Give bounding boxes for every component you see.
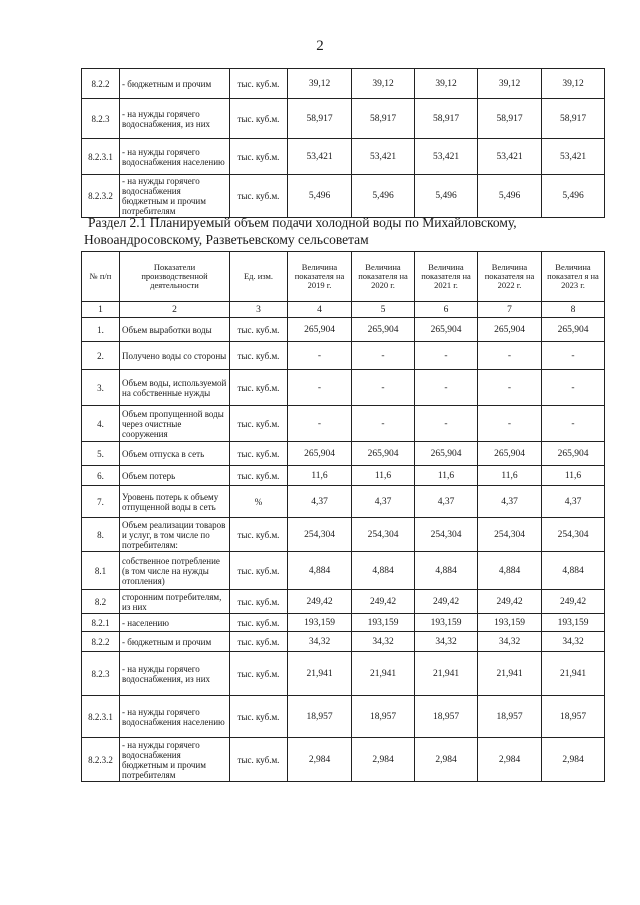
value-cell: - — [288, 406, 352, 442]
value-cell: 58,917 — [288, 99, 352, 139]
column-number: 6 — [415, 302, 478, 318]
indicator-name: - бюджетным и прочим — [120, 69, 230, 99]
value-cell: 34,32 — [478, 632, 542, 652]
row-number: 8.2.3.2 — [82, 738, 120, 782]
value-cell: 21,941 — [415, 652, 478, 696]
unit-cell: тыс. куб.м. — [230, 696, 288, 738]
value-cell: 34,32 — [288, 632, 352, 652]
table-row — [82, 696, 605, 738]
value-cell: 58,917 — [352, 99, 415, 139]
row-number: 8.2.3 — [82, 652, 120, 696]
value-cell: 254,304 — [415, 518, 478, 552]
row-number: 2. — [82, 342, 120, 370]
row-number: 8.2.3 — [82, 99, 120, 139]
table-row — [82, 370, 605, 406]
value-cell: - — [415, 406, 478, 442]
table-row — [82, 175, 605, 218]
value-cell: 265,904 — [288, 318, 352, 342]
value-cell: 249,42 — [542, 590, 605, 614]
value-cell: 265,904 — [352, 318, 415, 342]
unit-cell: тыс. куб.м. — [230, 175, 288, 218]
column-number: 5 — [352, 302, 415, 318]
value-cell: 265,904 — [352, 442, 415, 466]
table-row — [82, 99, 605, 139]
value-cell: 265,904 — [288, 442, 352, 466]
value-cell: 11,6 — [288, 466, 352, 486]
value-cell: - — [415, 342, 478, 370]
row-number: 4. — [82, 406, 120, 442]
indicator-name: - на нужды горячего водоснабжения населению — [120, 139, 230, 175]
column-number: 3 — [230, 302, 288, 318]
value-cell: 254,304 — [542, 518, 605, 552]
value-cell: - — [478, 342, 542, 370]
value-cell: 18,957 — [415, 696, 478, 738]
value-cell: 58,917 — [542, 99, 605, 139]
value-cell: 34,32 — [352, 632, 415, 652]
column-number: 2 — [120, 302, 230, 318]
indicator-name: Объем потерь — [120, 466, 230, 486]
unit-cell: тыс. куб.м. — [230, 466, 288, 486]
unit-cell: % — [230, 486, 288, 518]
table-row — [82, 442, 605, 466]
table-row — [82, 590, 605, 614]
value-cell: - — [542, 406, 605, 442]
value-cell: 53,421 — [288, 139, 352, 175]
value-cell: - — [542, 342, 605, 370]
value-cell: 18,957 — [478, 696, 542, 738]
indicator-name: - на нужды горячего водоснабжения, из них — [120, 99, 230, 139]
unit-cell: тыс. куб.м. — [230, 406, 288, 442]
value-cell: 193,159 — [542, 614, 605, 632]
row-number: 8.2.2 — [82, 69, 120, 99]
value-cell: 11,6 — [352, 466, 415, 486]
row-number: 6. — [82, 466, 120, 486]
unit-cell: тыс. куб.м. — [230, 139, 288, 175]
water-supply-table — [81, 251, 605, 782]
table-row — [82, 69, 605, 99]
row-number: 8. — [82, 518, 120, 552]
column-number: 7 — [478, 302, 542, 318]
value-cell: 11,6 — [542, 466, 605, 486]
value-cell: 4,884 — [288, 552, 352, 590]
value-cell: 4,884 — [415, 552, 478, 590]
unit-cell: тыс. куб.м. — [230, 99, 288, 139]
header-cell: Величина показател я на 2023 г. — [542, 252, 605, 302]
table-row — [82, 318, 605, 342]
indicator-name: Уровень потерь к объему отпущенной воды в сеть — [120, 486, 230, 518]
value-cell: 4,37 — [415, 486, 478, 518]
unit-cell: тыс. куб.м. — [230, 552, 288, 590]
unit-cell: тыс. куб.м. — [230, 370, 288, 406]
row-number: 1. — [82, 318, 120, 342]
value-cell: 53,421 — [542, 139, 605, 175]
unit-cell: тыс. куб.м. — [230, 69, 288, 99]
value-cell: 5,496 — [415, 175, 478, 218]
value-cell: 265,904 — [542, 442, 605, 466]
value-cell: - — [352, 342, 415, 370]
header-row — [82, 252, 605, 302]
indicator-name: - на нужды горячего водоснабжения, из них — [120, 652, 230, 696]
column-number: 1 — [82, 302, 120, 318]
indicator-name: - на нужды горячего водоснабжения бюджетным и прочим потребителям — [120, 738, 230, 782]
row-number: 8.2.2 — [82, 632, 120, 652]
indicator-name: сторонним потребителям, из них — [120, 590, 230, 614]
value-cell: 18,957 — [352, 696, 415, 738]
unit-cell: тыс. куб.м. — [230, 518, 288, 552]
value-cell: 4,37 — [352, 486, 415, 518]
unit-cell: тыс. куб.м. — [230, 632, 288, 652]
value-cell: - — [352, 370, 415, 406]
table-row — [82, 518, 605, 552]
table-row — [82, 738, 605, 782]
indicator-name: - населению — [120, 614, 230, 632]
unit-cell: тыс. куб.м. — [230, 652, 288, 696]
value-cell: - — [288, 342, 352, 370]
value-cell: - — [478, 406, 542, 442]
value-cell: 249,42 — [352, 590, 415, 614]
unit-cell: тыс. куб.м. — [230, 738, 288, 782]
value-cell: 4,884 — [352, 552, 415, 590]
value-cell: 254,304 — [352, 518, 415, 552]
unit-cell: тыс. куб.м. — [230, 442, 288, 466]
value-cell: - — [288, 370, 352, 406]
value-cell: - — [415, 370, 478, 406]
indicator-name: - на нужды горячего водоснабжения бюджетным и прочим потребителям — [120, 175, 230, 218]
value-cell: 18,957 — [288, 696, 352, 738]
value-cell: - — [478, 370, 542, 406]
value-cell: 2,984 — [542, 738, 605, 782]
value-cell: 4,37 — [542, 486, 605, 518]
table-row — [82, 486, 605, 518]
value-cell: 21,941 — [352, 652, 415, 696]
value-cell: 4,884 — [478, 552, 542, 590]
value-cell: - — [542, 370, 605, 406]
value-cell: 2,984 — [415, 738, 478, 782]
value-cell: 193,159 — [352, 614, 415, 632]
value-cell: 39,12 — [352, 69, 415, 99]
unit-cell: тыс. куб.м. — [230, 614, 288, 632]
indicator-name: Объем отпуска в сеть — [120, 442, 230, 466]
value-cell: 265,904 — [415, 442, 478, 466]
row-number: 8.2.3.1 — [82, 696, 120, 738]
indicator-name: Объем пропущенной воды через очистные сооружения — [120, 406, 230, 442]
table-row — [82, 139, 605, 175]
table-row — [82, 614, 605, 632]
value-cell: 58,917 — [415, 99, 478, 139]
section-title — [84, 214, 608, 248]
value-cell: 39,12 — [415, 69, 478, 99]
indicator-name: Объем выработки воды — [120, 318, 230, 342]
value-cell: 5,496 — [352, 175, 415, 218]
value-cell: 53,421 — [478, 139, 542, 175]
row-number: 8.2.3.2 — [82, 175, 120, 218]
unit-cell: тыс. куб.м. — [230, 590, 288, 614]
value-cell: 34,32 — [542, 632, 605, 652]
value-cell: 249,42 — [415, 590, 478, 614]
value-cell: 18,957 — [542, 696, 605, 738]
header-cell: Показатели производственной деятельности — [120, 252, 230, 302]
value-cell: 39,12 — [288, 69, 352, 99]
value-cell: 5,496 — [288, 175, 352, 218]
row-number: 5. — [82, 442, 120, 466]
value-cell: 34,32 — [415, 632, 478, 652]
value-cell: 193,159 — [288, 614, 352, 632]
header-cell: Величина показателя на 2019 г. — [288, 252, 352, 302]
table-row — [82, 342, 605, 370]
value-cell: 254,304 — [478, 518, 542, 552]
value-cell: - — [352, 406, 415, 442]
value-cell: 193,159 — [478, 614, 542, 632]
table-row — [82, 406, 605, 442]
value-cell: 5,496 — [478, 175, 542, 218]
value-cell: 4,37 — [478, 486, 542, 518]
continued-table — [81, 68, 605, 218]
value-cell: 2,984 — [478, 738, 542, 782]
indicator-name: Объем реализации товаров и услуг, в том числе по потребителям: — [120, 518, 230, 552]
value-cell: 21,941 — [288, 652, 352, 696]
indicator-name: - бюджетным и прочим — [120, 632, 230, 652]
value-cell: 265,904 — [478, 318, 542, 342]
column-number-row — [82, 302, 605, 318]
value-cell: 11,6 — [478, 466, 542, 486]
value-cell: 2,984 — [288, 738, 352, 782]
header-cell: № п/п — [82, 252, 120, 302]
indicator-name: Объем воды, используемой на собственные нужды — [120, 370, 230, 406]
value-cell: 249,42 — [288, 590, 352, 614]
row-number: 8.2.1 — [82, 614, 120, 632]
table-row — [82, 632, 605, 652]
row-number: 7. — [82, 486, 120, 518]
row-number: 8.2.3.1 — [82, 139, 120, 175]
value-cell: 5,496 — [542, 175, 605, 218]
column-number: 4 — [288, 302, 352, 318]
value-cell: 254,304 — [288, 518, 352, 552]
value-cell: 39,12 — [542, 69, 605, 99]
header-cell: Величина показателя на 2020 г. — [352, 252, 415, 302]
indicator-name: собственное потребление (в том числе на нужды отопления) — [120, 552, 230, 590]
value-cell: 4,37 — [288, 486, 352, 518]
unit-cell: тыс. куб.м. — [230, 342, 288, 370]
value-cell: 4,884 — [542, 552, 605, 590]
value-cell: 2,984 — [352, 738, 415, 782]
page-number: 2 — [316, 38, 324, 54]
section-title-line2: Новоандросовскому, Разветьевскому сельсоветам — [84, 232, 369, 247]
value-cell: 265,904 — [542, 318, 605, 342]
indicator-name: Получено воды со стороны — [120, 342, 230, 370]
value-cell: 53,421 — [415, 139, 478, 175]
row-number: 8.1 — [82, 552, 120, 590]
table-row — [82, 652, 605, 696]
header-cell: Величина показателя на 2022 г. — [478, 252, 542, 302]
row-number: 3. — [82, 370, 120, 406]
value-cell: 11,6 — [415, 466, 478, 486]
indicator-name: - на нужды горячего водоснабжения населению — [120, 696, 230, 738]
header-cell: Величина показателя на 2021 г. — [415, 252, 478, 302]
row-number: 8.2 — [82, 590, 120, 614]
header-cell: Ед. изм. — [230, 252, 288, 302]
value-cell: 249,42 — [478, 590, 542, 614]
unit-cell: тыс. куб.м. — [230, 318, 288, 342]
table-row — [82, 552, 605, 590]
value-cell: 21,941 — [478, 652, 542, 696]
value-cell: 39,12 — [478, 69, 542, 99]
table-row — [82, 466, 605, 486]
value-cell: 53,421 — [352, 139, 415, 175]
column-number: 8 — [542, 302, 605, 318]
value-cell: 193,159 — [415, 614, 478, 632]
value-cell: 265,904 — [478, 442, 542, 466]
value-cell: 21,941 — [542, 652, 605, 696]
value-cell: 265,904 — [415, 318, 478, 342]
value-cell: 58,917 — [478, 99, 542, 139]
section-title-line1: Раздел 2.1 Планируемый объем подачи холодной воды по Михайловскому, — [88, 215, 517, 230]
